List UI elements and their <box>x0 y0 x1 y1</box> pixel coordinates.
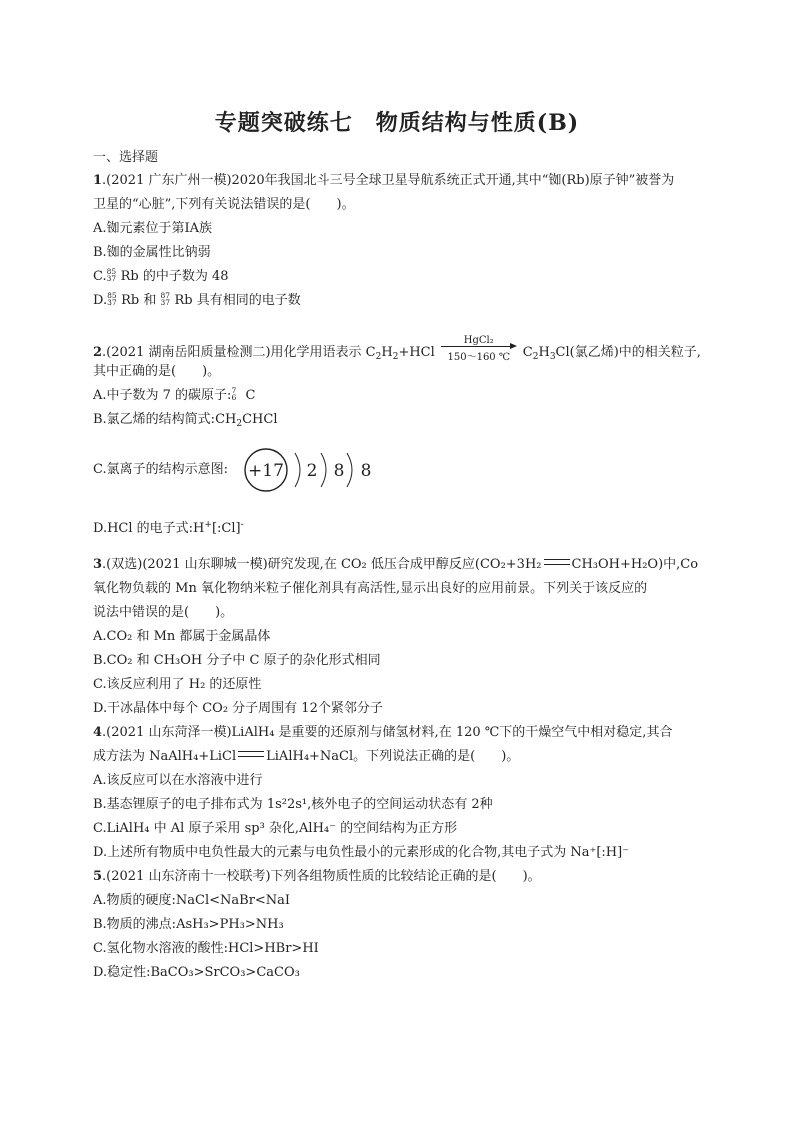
page-title: 专题突破练七 物质结构与性质(B) <box>214 110 580 136</box>
q5-option-d: D.稳定性:BaCO₃>SrCO₃>CaCO₃ <box>93 965 300 980</box>
shell-1-electrons: 2 <box>306 461 318 481</box>
q4-stem-line1: 4.(2021 山东菏泽一模)LiAlH₄ 是重要的还原剂与储氢材料,在 120 ℃下的干燥空气中相对稳定,其合 <box>93 725 673 740</box>
q4-option-d: D.上述所有物质中电负性最大的元素与电负性最小的元素形成的化合物,其电子式为 Na⁺[:H]⁻ <box>93 845 630 860</box>
q1-stem-line2: 卫星的“心脏”,下列有关说法错误的是( )。 <box>93 197 355 212</box>
q2-option-a: A.中子数为 7 的碳原子: 7 6 C <box>93 386 256 403</box>
equals-sign <box>544 559 570 565</box>
nucleus-charge: +17 <box>248 461 284 481</box>
q1-stem-line1: 1.(2021 广东广州一模)2020年我国北斗三号全球卫星导航系统正式开通,其中“铷(Rb)原子钟”被誉为 <box>93 173 675 188</box>
q4-option-c: C.LiAlH₄ 中 Al 原子采用 sp³ 杂化,AlH₄⁻ 的空间结构为正方形 <box>93 821 458 836</box>
q1-option-d: D. 85 37 Rb 和 87 37 Rb 具有相同的电子数 <box>93 291 301 308</box>
q3-option-b: B.CO₂ 和 CH₃OH 分子中 C 原子的杂化形式相同 <box>93 653 381 668</box>
q4-option-b: B.基态锂原子的电子排布式为 1s²2s¹,核外电子的空间运动状态有 2种 <box>93 797 493 812</box>
isotope-notation: 85 37 <box>107 291 117 307</box>
q2-stem-line1: 2.(2021 湖南岳阳质量检测二)用化学用语表示 $C_2H_2+HCl$ HgCl₂ 150～160 ℃ $C_2H_3Cl$(氯乙烯)中的相关粒子, <box>93 332 701 362</box>
section-heading: 一、选择题 <box>93 150 159 165</box>
reaction-arrow: HgCl₂ 150～160 ℃ <box>441 332 517 362</box>
q2-stem-line2: 其中正确的是( )。 <box>93 364 221 379</box>
q2-option-c-label: C.氯离子的结构示意图: <box>93 462 228 477</box>
q5-option-a: A.物质的硬度:NaCl<NaBr<NaI <box>93 893 291 908</box>
q5-option-c: C.氢化物水溶液的酸性:HCl>HBr>HI <box>93 941 319 956</box>
q5-stem-line1: 5.(2021 山东济南十一校联考)下列各组物质性质的比较结论正确的是( )。 <box>93 869 541 884</box>
q4-stem-line2: 成方法为 NaAlH₄+LiCl LiAlH₄+NaCl。下列说法正确的是( )。 <box>93 749 520 764</box>
isotope-notation: 85 37 <box>106 267 117 283</box>
q4-option-a: A.该反应可以在水溶液中进行 <box>93 773 263 788</box>
q2-option-b: B.氯乙烯的结构简式$:CH_2CHCl$ <box>93 412 278 429</box>
q3-stem-line2: 氧化物负载的 Mn 氧化物纳米粒子催化剂具有高活性,显示出良好的应用前景。下列关于该反应的 <box>93 581 648 596</box>
chloride-ion-structure-diagram <box>243 445 383 495</box>
shell-2-electrons: 8 <box>333 461 345 481</box>
q3-stem-line1: 3.(双选)(2021 山东聊城一模)研究发现,在 CO₂ 低压合成甲醇反应(CO₂+3H₂ CH₃OH+H₂O)中,Co <box>93 557 699 572</box>
q3-stem-line3: 说法中错误的是( )。 <box>93 605 234 620</box>
q3-option-a: A.CO₂ 和 Mn 都属于金属晶体 <box>93 629 271 644</box>
shell-3-electrons: 8 <box>360 461 372 481</box>
q3-option-c: C.该反应利用了 H₂ 的还原性 <box>93 677 262 692</box>
q2-option-d: D.HCl 的电子式:H+[:Cl]- <box>93 520 244 536</box>
q1-option-c: C. 85 37 Rb 的中子数为 48 <box>93 267 229 284</box>
q5-option-b: B.物质的沸点:AsH₃>PH₃>NH₃ <box>93 917 284 932</box>
q1-option-a: A.铷元素位于第ⅠA族 <box>93 221 213 236</box>
isotope-notation: 7 6 <box>231 386 237 402</box>
isotope-notation: 87 37 <box>160 291 171 307</box>
q3-option-d: D.干冰晶体中每个 CO₂ 分子周围有 12个紧邻分子 <box>93 701 383 716</box>
equals-sign <box>238 751 264 757</box>
q1-option-b: B.铷的金属性比钠弱 <box>93 245 211 260</box>
